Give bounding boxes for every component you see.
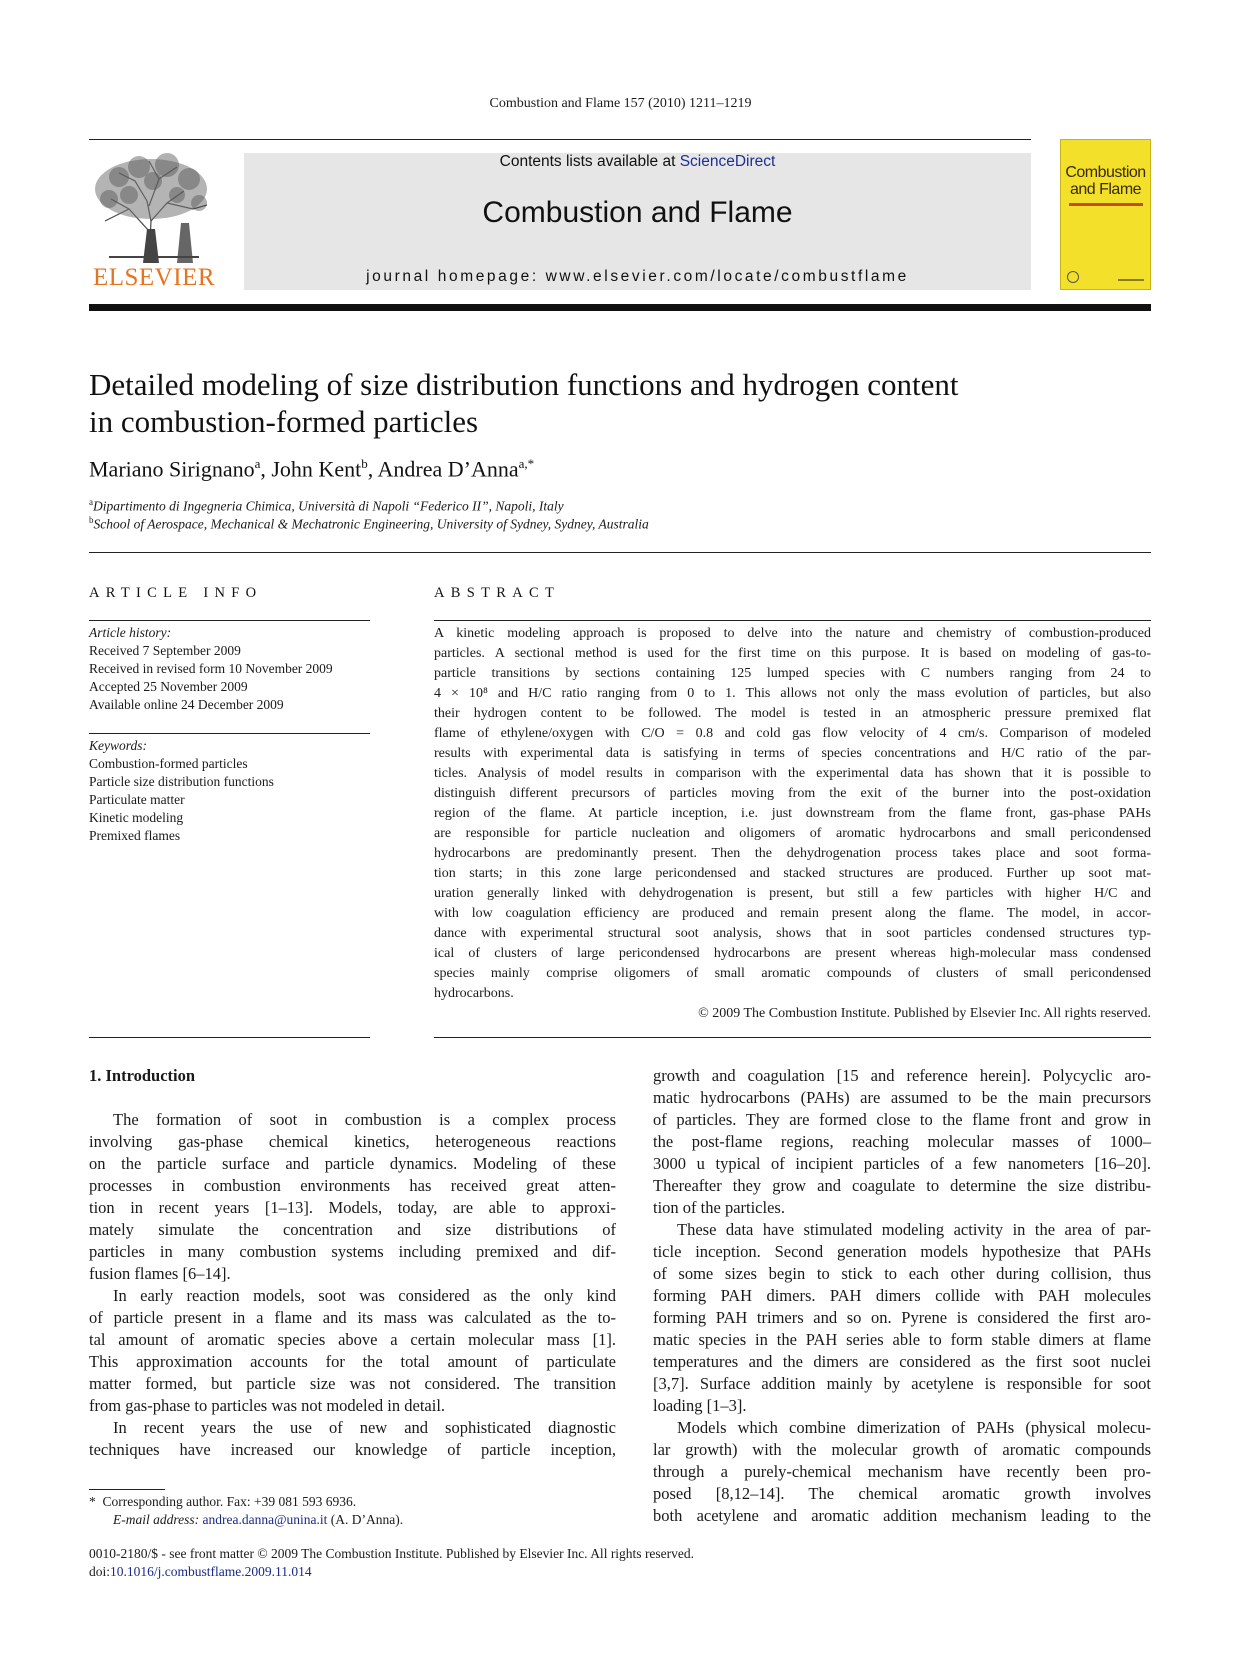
footnote-corresponding xyxy=(89,1493,403,1511)
article-history xyxy=(89,624,370,714)
abstract-heading: ABSTRACT xyxy=(434,585,561,601)
keywords-label: Keywords: xyxy=(89,738,147,753)
body-line: tal amount of aromatic species above a certain molecular mass [1]. xyxy=(89,1330,616,1349)
keyword: Combustion-formed particles xyxy=(89,756,248,771)
affiliation-text: School of Aerospace, Mechanical & Mechatronic Engineering, University of Sydney, Sydney, Australia xyxy=(93,516,649,532)
body-line: mately simulate the concentration and size distributions of xyxy=(89,1220,616,1239)
doi-link[interactable]: 10.1016/j.combustflame.2009.11.014 xyxy=(110,1564,312,1579)
body-column-right xyxy=(653,1065,1151,1527)
abstract-line: particle transitions by sections containing 125 lumped species with C numbers ranging from 24 to xyxy=(434,666,1151,681)
abstract-line: distinguish different precursors of particles moving from the exit of the burner into the post-oxidation xyxy=(434,786,1151,801)
article-title-line: Detailed modeling of size distribution functions and hydrogen content xyxy=(89,367,959,402)
body-line: matic species in the PAH series able to form stable dimers at flame xyxy=(653,1330,1151,1349)
body-line: tion of the particles. xyxy=(653,1198,785,1217)
body-line: [3,7]. Surface addition mainly by acetylene is responsible for soot xyxy=(653,1374,1151,1393)
email-label: E-mail address: xyxy=(113,1512,200,1527)
article-info-rule xyxy=(89,1037,370,1038)
journal-banner xyxy=(244,153,1031,290)
body-column-left xyxy=(89,1065,616,1461)
section-heading: 1. Introduction xyxy=(89,1066,196,1085)
body-line: posed [8,12–14]. The chemical aromatic growth involves xyxy=(653,1484,1151,1503)
body-line: of particles. They are formed close to the flame front and grow in xyxy=(653,1110,1151,1129)
body-line: tion in recent years [1–13]. Models, today, are able to approxi- xyxy=(89,1198,616,1217)
abstract-line: region of the flame. At particle inception, i.e. just downstream from the flame front, gas-phase PAHs xyxy=(434,806,1151,821)
body-line: growth and coagulation [15 and reference herein]. Polycyclic aro- xyxy=(653,1066,1151,1085)
body-line: forming PAH dimers. PAH dimers collide with PAH molecules xyxy=(653,1286,1151,1305)
cover-strapline xyxy=(1069,203,1143,206)
doi-line xyxy=(89,1563,694,1581)
footnote-email xyxy=(89,1511,403,1529)
author-affiliation-mark: a xyxy=(254,456,261,471)
abstract-line: particles. A sectional method is used for the first time on this purpose. It is based on modeling of gas-to- xyxy=(434,646,1151,661)
body-line: processes in combustion environments has received great atten- xyxy=(89,1176,616,1195)
history-item: Available online 24 December 2009 xyxy=(89,697,284,712)
affiliation xyxy=(89,497,564,515)
author-name[interactable]: John Kent xyxy=(271,456,362,482)
author-name[interactable]: Andrea D’Anna xyxy=(377,456,519,482)
author-affiliation-mark: a,* xyxy=(518,456,535,471)
journal-name: Combustion and Flame xyxy=(482,196,793,229)
running-head: Combustion and Flame 157 (2010) 1211–1219 xyxy=(489,96,752,111)
abstract-line: with low coagulation efficiency are produced and remain present along the flame. The model, in accor- xyxy=(434,906,1151,921)
article-title-line: in combustion-formed particles xyxy=(89,404,479,439)
body-line: ticle inception. Second generation models hypothesize that PAHs xyxy=(653,1242,1151,1261)
body-line: through a purely-chemical mechanism have recently been pro- xyxy=(653,1462,1151,1481)
article-info-rule xyxy=(89,620,370,621)
abstract-line: dance with experimental structural soot analysis, shows that in soot particles condensed structures typ- xyxy=(434,926,1151,941)
body-line: from gas-phase to particles was not modeled in detail. xyxy=(89,1396,446,1415)
body-line: techniques have increased our knowledge of particle inception, xyxy=(89,1440,616,1459)
cover-seal-icon xyxy=(1067,271,1079,283)
affiliation-text: Dipartimento di Ingegneria Chimica, Università di Napoli “Federico II”, Napoli, Italy xyxy=(93,498,564,514)
masthead-top-rule xyxy=(89,139,1031,140)
abstract-line: hydrocarbons are predominantly present. Then the dehydrogenation process takes place and soot forma- xyxy=(434,846,1151,861)
body-line: matic hydrocarbons (PAHs) are assumed to be the main precursors xyxy=(653,1088,1151,1107)
history-item: Received 7 September 2009 xyxy=(89,643,241,658)
body-line: This approximation accounts for the total amount of particulate xyxy=(89,1352,616,1371)
abstract-line: ical of clusters of large pericondensed hydrocarbons are present whereas high-molecular mass condensed xyxy=(434,946,1151,961)
abstract-line: flame of ethylene/oxygen with C/O = 0.8 and cold gas flow velocity of 4 cm/s. Comparison of modeled xyxy=(434,726,1151,741)
journal-cover-thumbnail[interactable] xyxy=(1060,139,1151,290)
front-matter-notice: 0010-2180/$ - see front matter © 2009 The Combustion Institute. Published by Elsevier Inc. All rights reserved. xyxy=(89,1546,695,1561)
body-line: temperatures and the dimers are considered as the first soot nuclei xyxy=(653,1352,1151,1371)
abstract-line: species mainly comprise oligomers of small aromatic compounds of clusters of small pericondensed xyxy=(434,966,1151,981)
body-line: of some sizes begin to stick to each other during collision, thus xyxy=(653,1264,1151,1283)
footnote-rule xyxy=(89,1489,165,1490)
corresponding-author-text: Corresponding author. Fax: +39 081 593 6936. xyxy=(102,1494,357,1509)
tree-of-knowledge-icon xyxy=(89,151,219,263)
affiliation-mark: b xyxy=(89,515,94,525)
body-line: fusion flames [6–14]. xyxy=(89,1264,231,1283)
affiliation xyxy=(89,515,649,533)
body-line: 3000 u typical of incipient particles of a few nanometers [16–20]. xyxy=(653,1154,1151,1173)
footnote xyxy=(89,1493,403,1529)
body-line: In early reaction models, soot was considered as the only kind xyxy=(113,1286,616,1305)
body-line: matter formed, but particle size was not considered. The transition xyxy=(89,1374,616,1393)
article-title xyxy=(89,366,1049,440)
body-line: both acetylene and aromatic addition mechanism leading to the xyxy=(653,1506,1151,1525)
footnote-marker: * xyxy=(89,1494,96,1509)
history-item: Received in revised form 10 November 2009 xyxy=(89,661,333,676)
body-line: loading [1–3]. xyxy=(653,1396,747,1415)
body-line: Models which combine dimerization of PAHs (physical molecu- xyxy=(677,1418,1151,1437)
email-link[interactable]: andrea.danna@unina.it xyxy=(202,1512,328,1527)
author-list: Mariano Sirignano$^a$, John Kent$^b$, Andrea D’Anna$^{a,*}$ xyxy=(89,456,535,482)
contents-prefix: Contents lists available at xyxy=(499,153,680,170)
cover-publisher-mark xyxy=(1118,279,1144,281)
masthead-bottom-rule xyxy=(89,304,1151,311)
abstract-line: tion starts; in this zone large pericondensed and stacked structures are produced. Further up soot mat- xyxy=(434,866,1151,881)
body-line: of particle present in a flame and its mass was calculated as the to- xyxy=(89,1308,616,1327)
author-name[interactable]: Mariano Sirignano xyxy=(89,456,255,482)
elsevier-logo[interactable] xyxy=(89,151,219,292)
sciencedirect-link[interactable]: ScienceDirect xyxy=(679,153,776,170)
email-suffix: (A. D’Anna). xyxy=(330,1512,404,1527)
body-line: The formation of soot in combustion is a complex process xyxy=(113,1110,616,1129)
doi-prefix: doi: xyxy=(89,1564,111,1579)
body-line: involving gas-phase chemical kinetics, heterogeneous reactions xyxy=(89,1132,616,1151)
abstract-rule xyxy=(434,1037,1151,1038)
author-affiliation-mark: b xyxy=(361,456,368,471)
article-info-heading: ARTICLE INFO xyxy=(89,585,263,601)
abstract-text xyxy=(434,624,1151,1024)
abstract-line: results with experimental data is satisfying in terms of species concentrations and H/C ratio of the par- xyxy=(434,746,1151,761)
abstract-line: their hydrogen content to be followed. The model is tested in an atmospheric pressure premixed flat xyxy=(434,706,1151,721)
abstract-line: uration generally linked with dehydrogenation is present, but still a few particles with higher H/C and xyxy=(434,886,1151,901)
body-line: on the particle surface and particle dynamics. Modeling of these xyxy=(89,1154,616,1173)
keyword: Particle size distribution functions xyxy=(89,774,274,789)
abstract-line: ticles. Analysis of model results in comparison with the experimental data has shown that it is possible to xyxy=(434,766,1151,781)
article-info-rule xyxy=(89,733,370,734)
body-line: particles in many combustion systems including premixed and dif- xyxy=(89,1242,616,1261)
abstract-line: are responsible for particle nucleation and oligomers of aromatic hydrocarbons and small pericondensed xyxy=(434,826,1151,841)
keyword: Kinetic modeling xyxy=(89,810,184,825)
affiliation-mark: a xyxy=(89,497,93,507)
contents-availability xyxy=(244,153,1031,171)
body-line: forming PAH trimers and so on. Pyrene is considered the first aro- xyxy=(653,1308,1151,1327)
body-line: Thereafter they grow and coagulate to determine the size distribu- xyxy=(653,1176,1151,1195)
cover-title: Combustion and Flame xyxy=(1065,164,1146,198)
abstract-rule xyxy=(434,620,1151,621)
history-label: Article history: xyxy=(89,625,172,640)
journal-homepage[interactable]: journal homepage: www.elsevier.com/locate/combustflame xyxy=(366,268,909,285)
abstract-line: 4 × 10⁸ and H/C ratio ranging from 0 to 1. This allows not only the mass evolution of particles, but also xyxy=(434,686,1151,701)
title-rule xyxy=(89,552,1151,553)
keyword: Particulate matter xyxy=(89,792,185,807)
keyword: Premixed flames xyxy=(89,828,181,843)
abstract-line: A kinetic modeling approach is proposed to delve into the nature and chemistry of combustion-produced xyxy=(434,626,1151,641)
history-item: Accepted 25 November 2009 xyxy=(89,679,248,694)
elsevier-wordmark: ELSEVIER xyxy=(92,264,216,291)
section-spacer xyxy=(89,1087,616,1109)
keywords xyxy=(89,737,370,845)
abstract-line: hydrocarbons. xyxy=(434,986,514,1001)
body-line: These data have stimulated modeling activity in the area of par- xyxy=(677,1220,1151,1239)
body-line: In recent years the use of new and sophisticated diagnostic xyxy=(113,1418,616,1437)
abstract-copyright: © 2009 The Combustion Institute. Published by Elsevier Inc. All rights reserved. xyxy=(698,1006,1151,1021)
page-footer xyxy=(89,1545,694,1581)
body-line: the post-flame regions, reaching molecular masses of 1000– xyxy=(653,1132,1151,1151)
body-line: lar growth) with the molecular growth of aromatic compounds xyxy=(653,1440,1151,1459)
